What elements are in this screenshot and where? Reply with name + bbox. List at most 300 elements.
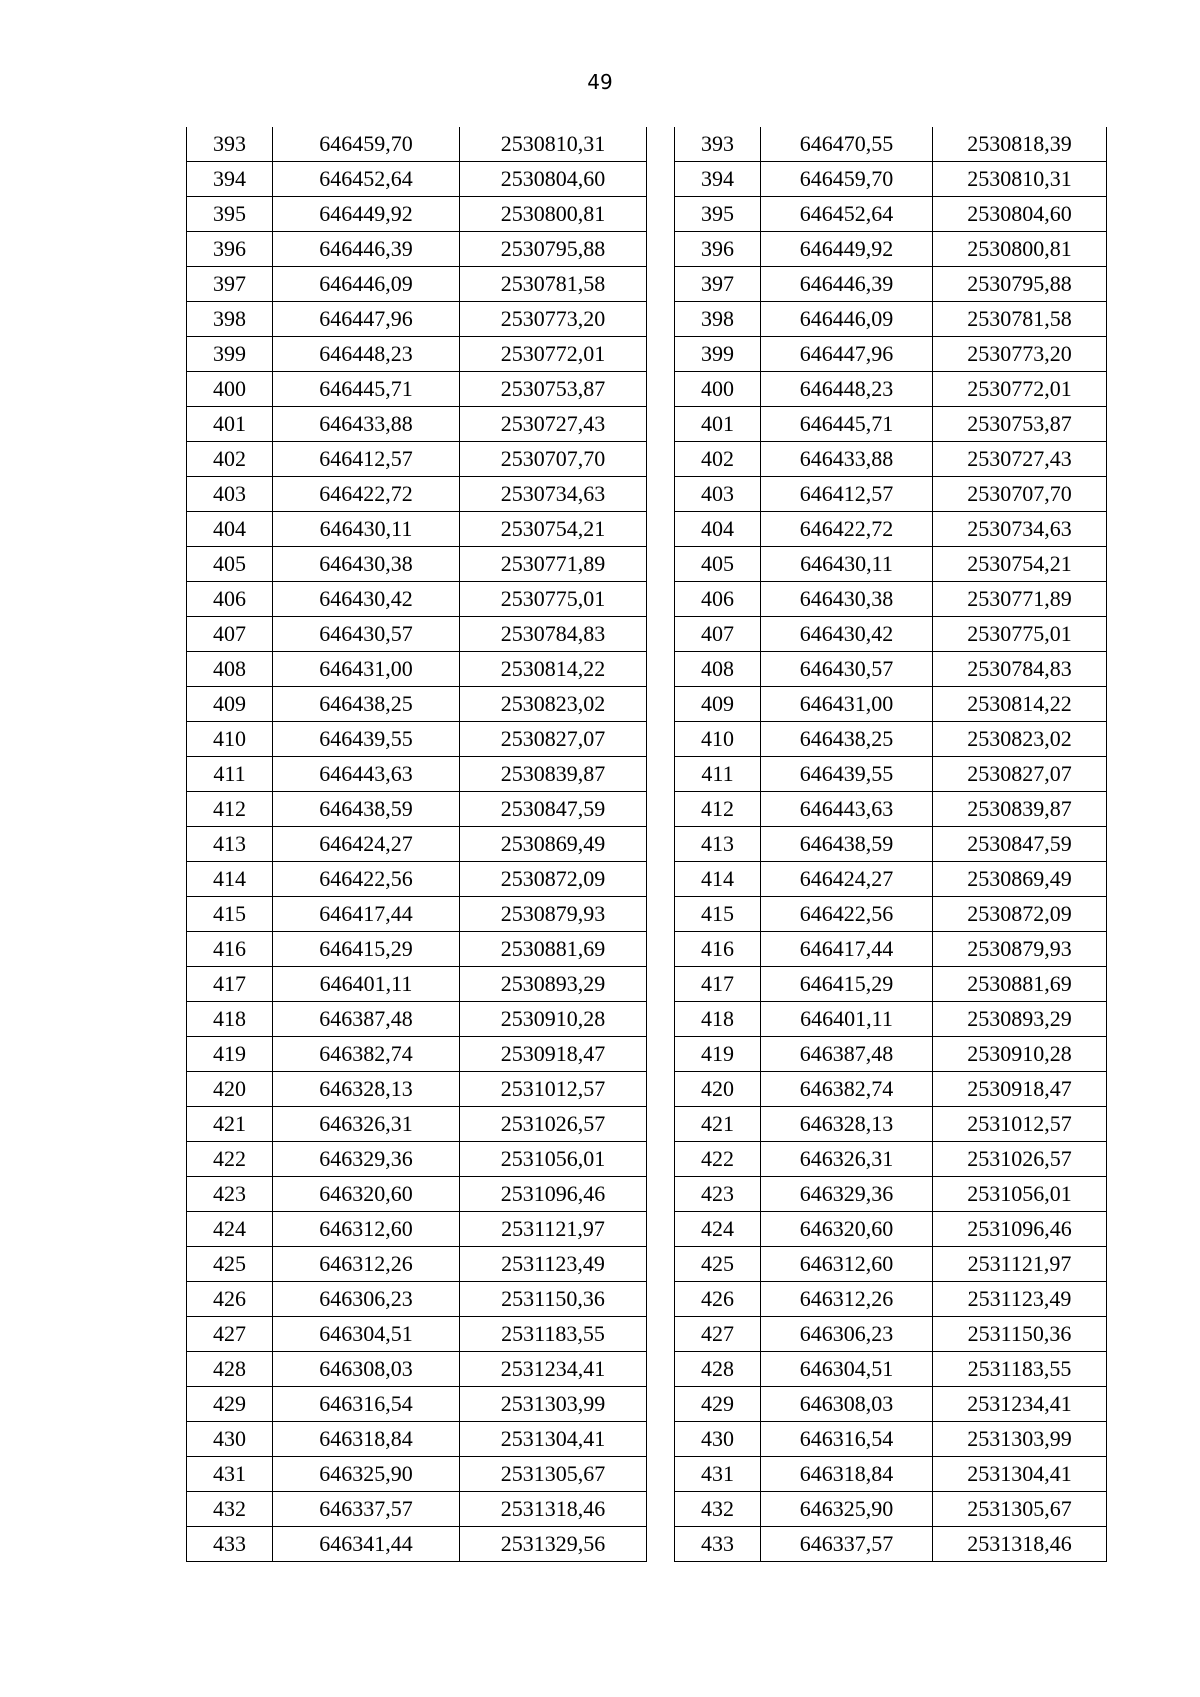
x-coordinate-cell: 646422,56: [273, 862, 460, 897]
y-coordinate-cell: 2530754,21: [460, 512, 647, 547]
table-row: [187, 1247, 647, 1282]
table-row: [187, 792, 647, 827]
table-row: [675, 757, 1107, 792]
y-coordinate-cell: 2530814,22: [460, 652, 647, 687]
x-coordinate-cell: 646318,84: [273, 1422, 460, 1457]
point-number-cell: 394: [675, 162, 761, 197]
x-coordinate-cell: 646449,92: [761, 232, 933, 267]
point-number-cell: 417: [675, 967, 761, 1002]
table-row: [187, 337, 647, 372]
x-coordinate-cell: 646318,84: [761, 1457, 933, 1492]
y-coordinate-cell: 2530773,20: [460, 302, 647, 337]
x-coordinate-cell: 646431,00: [273, 652, 460, 687]
point-number-cell: 422: [675, 1142, 761, 1177]
point-number-cell: 396: [675, 232, 761, 267]
point-number-cell: 416: [187, 932, 273, 967]
point-number-cell: 416: [675, 932, 761, 967]
y-coordinate-cell: 2530893,29: [933, 1002, 1107, 1037]
x-coordinate-cell: 646447,96: [761, 337, 933, 372]
x-coordinate-cell: 646424,27: [273, 827, 460, 862]
table-row: [675, 722, 1107, 757]
y-coordinate-cell: 2530869,49: [460, 827, 647, 862]
point-number-cell: 401: [187, 407, 273, 442]
point-number-cell: 419: [187, 1037, 273, 1072]
point-number-cell: 407: [187, 617, 273, 652]
table-row: [187, 1037, 647, 1072]
y-coordinate-cell: 2531096,46: [460, 1177, 647, 1212]
y-coordinate-cell: 2530771,89: [460, 547, 647, 582]
y-coordinate-cell: 2530881,69: [460, 932, 647, 967]
point-number-cell: 408: [187, 652, 273, 687]
point-number-cell: 415: [187, 897, 273, 932]
x-coordinate-cell: 646433,88: [761, 442, 933, 477]
y-coordinate-cell: 2530804,60: [460, 162, 647, 197]
y-coordinate-cell: 2531318,46: [460, 1492, 647, 1527]
y-coordinate-cell: 2530814,22: [933, 687, 1107, 722]
table-row: [675, 1212, 1107, 1247]
table-row: [187, 1177, 647, 1212]
table-body: [675, 127, 1107, 1562]
x-coordinate-cell: 646439,55: [761, 757, 933, 792]
point-number-cell: 395: [187, 197, 273, 232]
y-coordinate-cell: 2530773,20: [933, 337, 1107, 372]
y-coordinate-cell: 2530847,59: [933, 827, 1107, 862]
y-coordinate-cell: 2531303,99: [460, 1387, 647, 1422]
table-row: [675, 1422, 1107, 1457]
table-row: [675, 372, 1107, 407]
x-coordinate-cell: 646431,00: [761, 687, 933, 722]
point-number-cell: 431: [675, 1457, 761, 1492]
table-row: [187, 267, 647, 302]
point-number-cell: 405: [187, 547, 273, 582]
x-coordinate-cell: 646316,54: [761, 1422, 933, 1457]
x-coordinate-cell: 646387,48: [273, 1002, 460, 1037]
point-number-cell: 403: [187, 477, 273, 512]
point-number-cell: 426: [675, 1282, 761, 1317]
table-row: [187, 1492, 647, 1527]
x-coordinate-cell: 646312,26: [761, 1282, 933, 1317]
page-number: 49: [587, 70, 613, 94]
y-coordinate-cell: 2531150,36: [933, 1317, 1107, 1352]
x-coordinate-cell: 646439,55: [273, 722, 460, 757]
point-number-cell: 406: [187, 582, 273, 617]
table-row: [675, 1282, 1107, 1317]
point-number-cell: 429: [187, 1387, 273, 1422]
x-coordinate-cell: 646430,11: [761, 547, 933, 582]
table-row: [675, 1317, 1107, 1352]
point-number-cell: 420: [675, 1072, 761, 1107]
y-coordinate-cell: 2531305,67: [460, 1457, 647, 1492]
x-coordinate-cell: 646312,60: [273, 1212, 460, 1247]
y-coordinate-cell: 2531303,99: [933, 1422, 1107, 1457]
x-coordinate-cell: 646448,23: [273, 337, 460, 372]
x-coordinate-cell: 646448,23: [761, 372, 933, 407]
point-number-cell: 421: [675, 1107, 761, 1142]
x-coordinate-cell: 646438,59: [273, 792, 460, 827]
x-coordinate-cell: 646430,42: [761, 617, 933, 652]
x-coordinate-cell: 646415,29: [273, 932, 460, 967]
point-number-cell: 412: [187, 792, 273, 827]
point-number-cell: 397: [187, 267, 273, 302]
table-row: [187, 232, 647, 267]
table-row: [187, 1422, 647, 1457]
y-coordinate-cell: 2530881,69: [933, 967, 1107, 1002]
point-number-cell: 428: [187, 1352, 273, 1387]
y-coordinate-cell: 2530784,83: [460, 617, 647, 652]
table-row: [187, 1527, 647, 1562]
table-row: [187, 1002, 647, 1037]
y-coordinate-cell: 2530754,21: [933, 547, 1107, 582]
table-row: [675, 267, 1107, 302]
point-number-cell: 423: [187, 1177, 273, 1212]
x-coordinate-cell: 646438,25: [273, 687, 460, 722]
y-coordinate-cell: 2531012,57: [460, 1072, 647, 1107]
y-coordinate-cell: 2530872,09: [933, 897, 1107, 932]
x-coordinate-cell: 646452,64: [761, 197, 933, 232]
x-coordinate-cell: 646401,11: [761, 1002, 933, 1037]
point-number-cell: 418: [187, 1002, 273, 1037]
y-coordinate-cell: 2531121,97: [460, 1212, 647, 1247]
y-coordinate-cell: 2531123,49: [933, 1282, 1107, 1317]
x-coordinate-cell: 646326,31: [761, 1142, 933, 1177]
y-coordinate-cell: 2530795,88: [933, 267, 1107, 302]
point-number-cell: 404: [675, 512, 761, 547]
table-row: [675, 512, 1107, 547]
x-coordinate-cell: 646412,57: [761, 477, 933, 512]
point-number-cell: 422: [187, 1142, 273, 1177]
y-coordinate-cell: 2531150,36: [460, 1282, 647, 1317]
y-coordinate-cell: 2530734,63: [933, 512, 1107, 547]
table-row: [675, 337, 1107, 372]
point-number-cell: 399: [187, 337, 273, 372]
x-coordinate-cell: 646412,57: [273, 442, 460, 477]
x-coordinate-cell: 646424,27: [761, 862, 933, 897]
x-coordinate-cell: 646459,70: [761, 162, 933, 197]
y-coordinate-cell: 2531183,55: [933, 1352, 1107, 1387]
y-coordinate-cell: 2530839,87: [460, 757, 647, 792]
y-coordinate-cell: 2530772,01: [933, 372, 1107, 407]
x-coordinate-cell: 646325,90: [761, 1492, 933, 1527]
point-number-cell: 420: [187, 1072, 273, 1107]
x-coordinate-cell: 646433,88: [273, 407, 460, 442]
y-coordinate-cell: 2530707,70: [933, 477, 1107, 512]
x-coordinate-cell: 646446,39: [761, 267, 933, 302]
table-row: [187, 1282, 647, 1317]
table-row: [675, 477, 1107, 512]
table-row: [675, 1527, 1107, 1562]
y-coordinate-cell: 2531056,01: [460, 1142, 647, 1177]
y-coordinate-cell: 2530800,81: [460, 197, 647, 232]
y-coordinate-cell: 2530910,28: [460, 1002, 647, 1037]
x-coordinate-cell: 646422,72: [273, 477, 460, 512]
table-row: [187, 687, 647, 722]
table-row: [675, 1457, 1107, 1492]
y-coordinate-cell: 2530781,58: [460, 267, 647, 302]
x-coordinate-cell: 646438,25: [761, 722, 933, 757]
point-number-cell: 411: [187, 757, 273, 792]
x-coordinate-cell: 646320,60: [273, 1177, 460, 1212]
y-coordinate-cell: 2530869,49: [933, 862, 1107, 897]
table-row: [675, 862, 1107, 897]
table-row: [675, 232, 1107, 267]
table-row: [675, 407, 1107, 442]
table-row: [675, 687, 1107, 722]
table-row: [675, 1002, 1107, 1037]
y-coordinate-cell: 2531305,67: [933, 1492, 1107, 1527]
table-row: [187, 407, 647, 442]
x-coordinate-cell: 646306,23: [761, 1317, 933, 1352]
y-coordinate-cell: 2531318,46: [933, 1527, 1107, 1562]
table-row: [187, 582, 647, 617]
x-coordinate-cell: 646326,31: [273, 1107, 460, 1142]
point-number-cell: 402: [187, 442, 273, 477]
table-row: [675, 827, 1107, 862]
y-coordinate-cell: 2530707,70: [460, 442, 647, 477]
x-coordinate-cell: 646316,54: [273, 1387, 460, 1422]
x-coordinate-cell: 646304,51: [273, 1317, 460, 1352]
point-number-cell: 425: [187, 1247, 273, 1282]
point-number-cell: 424: [675, 1212, 761, 1247]
point-number-cell: 407: [675, 617, 761, 652]
table-row: [187, 862, 647, 897]
y-coordinate-cell: 2531183,55: [460, 1317, 647, 1352]
table-row: [675, 302, 1107, 337]
table-row: [675, 1387, 1107, 1422]
point-number-cell: 409: [675, 687, 761, 722]
y-coordinate-cell: 2530818,39: [933, 127, 1107, 162]
point-number-cell: 398: [675, 302, 761, 337]
table-row: [675, 1142, 1107, 1177]
table-row: [187, 162, 647, 197]
y-coordinate-cell: 2530918,47: [460, 1037, 647, 1072]
table-row: [187, 127, 647, 162]
y-coordinate-cell: 2530823,02: [933, 722, 1107, 757]
point-number-cell: 406: [675, 582, 761, 617]
table-row: [187, 512, 647, 547]
x-coordinate-cell: 646470,55: [761, 127, 933, 162]
point-number-cell: 417: [187, 967, 273, 1002]
point-number-cell: 414: [187, 862, 273, 897]
x-coordinate-cell: 646430,42: [273, 582, 460, 617]
x-coordinate-cell: 646308,03: [761, 1387, 933, 1422]
y-coordinate-cell: 2531304,41: [933, 1457, 1107, 1492]
table-row: [187, 722, 647, 757]
y-coordinate-cell: 2531121,97: [933, 1247, 1107, 1282]
point-number-cell: 418: [675, 1002, 761, 1037]
y-coordinate-cell: 2530775,01: [933, 617, 1107, 652]
y-coordinate-cell: 2530727,43: [933, 442, 1107, 477]
x-coordinate-cell: 646443,63: [273, 757, 460, 792]
x-coordinate-cell: 646430,38: [273, 547, 460, 582]
y-coordinate-cell: 2531123,49: [460, 1247, 647, 1282]
table-row: [187, 302, 647, 337]
table-row: [187, 932, 647, 967]
table-row: [675, 162, 1107, 197]
x-coordinate-cell: 646312,26: [273, 1247, 460, 1282]
point-number-cell: 400: [675, 372, 761, 407]
x-coordinate-cell: 646422,56: [761, 897, 933, 932]
x-coordinate-cell: 646446,09: [273, 267, 460, 302]
point-number-cell: 431: [187, 1457, 273, 1492]
point-number-cell: 402: [675, 442, 761, 477]
y-coordinate-cell: 2530810,31: [933, 162, 1107, 197]
coordinates-table-left: [186, 127, 647, 1562]
x-coordinate-cell: 646329,36: [761, 1177, 933, 1212]
y-coordinate-cell: 2530784,83: [933, 652, 1107, 687]
y-coordinate-cell: 2531096,46: [933, 1212, 1107, 1247]
table-row: [187, 617, 647, 652]
table-row: [675, 127, 1107, 162]
y-coordinate-cell: 2531026,57: [933, 1142, 1107, 1177]
x-coordinate-cell: 646459,70: [273, 127, 460, 162]
table-row: [675, 1247, 1107, 1282]
point-number-cell: 396: [187, 232, 273, 267]
x-coordinate-cell: 646329,36: [273, 1142, 460, 1177]
table-row: [187, 827, 647, 862]
y-coordinate-cell: 2530727,43: [460, 407, 647, 442]
table-row: [187, 967, 647, 1002]
y-coordinate-cell: 2530772,01: [460, 337, 647, 372]
y-coordinate-cell: 2530918,47: [933, 1072, 1107, 1107]
point-number-cell: 433: [675, 1527, 761, 1562]
x-coordinate-cell: 646430,57: [761, 652, 933, 687]
point-number-cell: 421: [187, 1107, 273, 1142]
y-coordinate-cell: 2531234,41: [460, 1352, 647, 1387]
point-number-cell: 430: [675, 1422, 761, 1457]
table-row: [187, 477, 647, 512]
x-coordinate-cell: 646401,11: [273, 967, 460, 1002]
x-coordinate-cell: 646387,48: [761, 1037, 933, 1072]
x-coordinate-cell: 646304,51: [761, 1352, 933, 1387]
y-coordinate-cell: 2531056,01: [933, 1177, 1107, 1212]
table-row: [187, 757, 647, 792]
y-coordinate-cell: 2530795,88: [460, 232, 647, 267]
point-number-cell: 400: [187, 372, 273, 407]
y-coordinate-cell: 2530823,02: [460, 687, 647, 722]
table-row: [187, 897, 647, 932]
point-number-cell: 393: [187, 127, 273, 162]
x-coordinate-cell: 646312,60: [761, 1247, 933, 1282]
y-coordinate-cell: 2530847,59: [460, 792, 647, 827]
x-coordinate-cell: 646341,44: [273, 1527, 460, 1562]
point-number-cell: 412: [675, 792, 761, 827]
point-number-cell: 410: [187, 722, 273, 757]
y-coordinate-cell: 2530893,29: [460, 967, 647, 1002]
point-number-cell: 409: [187, 687, 273, 722]
y-coordinate-cell: 2530800,81: [933, 232, 1107, 267]
x-coordinate-cell: 646328,13: [273, 1072, 460, 1107]
x-coordinate-cell: 646445,71: [761, 407, 933, 442]
table-row: [675, 617, 1107, 652]
point-number-cell: 424: [187, 1212, 273, 1247]
table-row: [187, 1317, 647, 1352]
point-number-cell: 404: [187, 512, 273, 547]
table-row: [675, 1492, 1107, 1527]
table-row: [675, 1072, 1107, 1107]
x-coordinate-cell: 646382,74: [273, 1037, 460, 1072]
table-row: [675, 652, 1107, 687]
table-row: [675, 582, 1107, 617]
x-coordinate-cell: 646446,09: [761, 302, 933, 337]
y-coordinate-cell: 2530879,93: [933, 932, 1107, 967]
table-body: [187, 127, 647, 1562]
y-coordinate-cell: 2530839,87: [933, 792, 1107, 827]
x-coordinate-cell: 646452,64: [273, 162, 460, 197]
table-row: [187, 372, 647, 407]
y-coordinate-cell: 2530771,89: [933, 582, 1107, 617]
point-number-cell: 423: [675, 1177, 761, 1212]
table-row: [187, 1072, 647, 1107]
point-number-cell: 425: [675, 1247, 761, 1282]
point-number-cell: 432: [187, 1492, 273, 1527]
point-number-cell: 415: [675, 897, 761, 932]
y-coordinate-cell: 2530827,07: [933, 757, 1107, 792]
coordinates-table-right: [674, 127, 1107, 1562]
table-row: [675, 1037, 1107, 1072]
x-coordinate-cell: 646308,03: [273, 1352, 460, 1387]
table-row: [675, 442, 1107, 477]
table-row: [675, 932, 1107, 967]
x-coordinate-cell: 646337,57: [761, 1527, 933, 1562]
point-number-cell: 393: [675, 127, 761, 162]
table-row: [675, 547, 1107, 582]
y-coordinate-cell: 2530872,09: [460, 862, 647, 897]
point-number-cell: 426: [187, 1282, 273, 1317]
y-coordinate-cell: 2531012,57: [933, 1107, 1107, 1142]
table-row: [675, 1177, 1107, 1212]
x-coordinate-cell: 646445,71: [273, 372, 460, 407]
table-row: [675, 1107, 1107, 1142]
table-row: [675, 1352, 1107, 1387]
y-coordinate-cell: 2531026,57: [460, 1107, 647, 1142]
point-number-cell: 427: [187, 1317, 273, 1352]
x-coordinate-cell: 646430,38: [761, 582, 933, 617]
x-coordinate-cell: 646328,13: [761, 1107, 933, 1142]
y-coordinate-cell: 2530775,01: [460, 582, 647, 617]
point-number-cell: 405: [675, 547, 761, 582]
table-row: [675, 197, 1107, 232]
y-coordinate-cell: 2530753,87: [933, 407, 1107, 442]
y-coordinate-cell: 2530753,87: [460, 372, 647, 407]
table-row: [187, 1387, 647, 1422]
table-row: [187, 652, 647, 687]
point-number-cell: 414: [675, 862, 761, 897]
point-number-cell: 433: [187, 1527, 273, 1562]
x-coordinate-cell: 646430,11: [273, 512, 460, 547]
x-coordinate-cell: 646382,74: [761, 1072, 933, 1107]
y-coordinate-cell: 2531304,41: [460, 1422, 647, 1457]
x-coordinate-cell: 646306,23: [273, 1282, 460, 1317]
point-number-cell: 413: [187, 827, 273, 862]
table-row: [187, 442, 647, 477]
point-number-cell: 413: [675, 827, 761, 862]
point-number-cell: 399: [675, 337, 761, 372]
x-coordinate-cell: 646325,90: [273, 1457, 460, 1492]
x-coordinate-cell: 646415,29: [761, 967, 933, 1002]
y-coordinate-cell: 2530804,60: [933, 197, 1107, 232]
x-coordinate-cell: 646430,57: [273, 617, 460, 652]
y-coordinate-cell: 2530734,63: [460, 477, 647, 512]
point-number-cell: 401: [675, 407, 761, 442]
point-number-cell: 394: [187, 162, 273, 197]
table-row: [187, 1142, 647, 1177]
table-row: [187, 1457, 647, 1492]
point-number-cell: 428: [675, 1352, 761, 1387]
table-row: [675, 792, 1107, 827]
point-number-cell: 411: [675, 757, 761, 792]
y-coordinate-cell: 2530910,28: [933, 1037, 1107, 1072]
point-number-cell: 395: [675, 197, 761, 232]
